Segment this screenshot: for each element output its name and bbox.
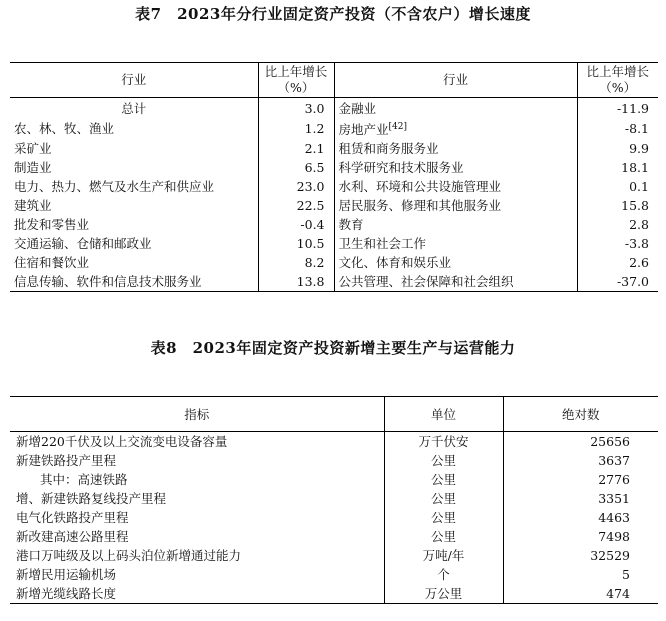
- table-row: [10, 253, 658, 272]
- header-industry-left: 行业: [10, 63, 258, 98]
- table-row: [10, 527, 658, 546]
- growth-value: -8.1: [624, 121, 649, 137]
- growth-value: 8.2: [258, 253, 334, 272]
- industry-cell: 信息传输、软件和信息技术服务业: [10, 272, 258, 292]
- growth-value: 22.5: [258, 196, 334, 215]
- table-row: [10, 584, 658, 604]
- table8-header-row: [10, 397, 658, 432]
- indicator-cell: 新增光缆线路长度: [10, 584, 384, 604]
- header-indicator: 指标: [10, 397, 384, 432]
- growth-value: 6.5: [258, 158, 334, 177]
- table7-title: 表7 2023年分行业固定资产投资（不含农户）增长速度: [135, 5, 531, 23]
- table-row: [10, 196, 658, 215]
- table-row: [10, 215, 658, 234]
- industry-cell: 住宿和餐饮业: [10, 253, 258, 272]
- growth-value: 0.1: [629, 179, 649, 195]
- value-cell: 25656: [590, 434, 630, 449]
- growth-value: -3.8: [624, 236, 649, 252]
- table-row: [10, 508, 658, 527]
- growth-value: 1.2: [258, 118, 334, 139]
- unit-cell: 万千伏安: [384, 432, 503, 452]
- growth-value: -37.0: [616, 274, 649, 290]
- industry-cell: 租赁和商务服务业: [334, 139, 577, 158]
- footnote-ref[interactable]: [42]: [388, 122, 407, 132]
- industry-cell: 公共管理、社会保障和社会组织: [334, 272, 577, 292]
- growth-value: 9.9: [629, 141, 649, 157]
- table7-header-row: [10, 63, 658, 98]
- table-row: [10, 451, 658, 470]
- growth-value: 18.1: [621, 160, 649, 176]
- growth-value: 2.6: [629, 255, 649, 271]
- table-row: [10, 158, 658, 177]
- value-cell: 5: [622, 567, 630, 582]
- industry-cell: 批发和零售业: [10, 215, 258, 234]
- value-cell: 7498: [598, 529, 630, 544]
- unit-cell: 公里: [384, 489, 503, 508]
- industry-cell: 文化、体育和娱乐业: [334, 253, 577, 272]
- industry-label: 房地产业: [338, 122, 389, 138]
- header-growth-right: [577, 63, 658, 98]
- table-row: [10, 546, 658, 565]
- industry-cell: 交通运输、仓储和邮政业: [10, 234, 258, 253]
- header-unit: 单位: [384, 397, 503, 432]
- table-row: [10, 432, 658, 452]
- value-cell: 2776: [598, 472, 630, 487]
- industry-cell: 电力、热力、燃气及水生产和供应业: [10, 177, 258, 196]
- table8-title: 表8 2023年固定资产投资新增主要生产与运营能力: [150, 339, 516, 357]
- value-cell: 474: [606, 586, 630, 601]
- growth-value: 23.0: [258, 177, 334, 196]
- table-row: [10, 470, 658, 489]
- industry-cell: 制造业: [10, 158, 258, 177]
- growth-value: -11.9: [616, 101, 649, 116]
- header-absolute: 绝对数: [503, 397, 658, 432]
- table-row: [10, 565, 658, 584]
- industry-cell: 总计: [10, 98, 258, 119]
- growth-value: 2.1: [258, 139, 334, 158]
- table-row: [10, 177, 658, 196]
- header-growth-line2: （%）: [277, 80, 315, 95]
- indicator-cell: 电气化铁路投产里程: [10, 508, 384, 527]
- indicator-cell: 港口万吨级及以上码头泊位新增通过能力: [10, 546, 384, 565]
- growth-value: -0.4: [258, 215, 334, 234]
- industry-cell: 教育: [334, 215, 577, 234]
- growth-value: 10.5: [258, 234, 334, 253]
- unit-cell: 万吨/年: [384, 546, 503, 565]
- growth-value: 3.0: [258, 98, 334, 119]
- unit-cell: 公里: [384, 470, 503, 489]
- indicator-cell: 其中：高速铁路: [10, 470, 384, 489]
- growth-value: 2.8: [629, 217, 649, 233]
- industry-cell: [334, 118, 577, 139]
- indicator-cell: 增、新建铁路复线投产里程: [10, 489, 384, 508]
- indicator-cell: 新建铁路投产里程: [10, 451, 384, 470]
- industry-cell: 建筑业: [10, 196, 258, 215]
- table-row: [10, 139, 658, 158]
- value-cell: 32529: [590, 548, 630, 563]
- value-cell: 4463: [598, 510, 630, 525]
- table8-new-capacity: [10, 396, 658, 604]
- table-row: [10, 234, 658, 253]
- table-row: [10, 98, 658, 119]
- unit-cell: 个: [384, 565, 503, 584]
- unit-cell: 公里: [384, 451, 503, 470]
- indicator-cell: 新改建高速公路里程: [10, 527, 384, 546]
- unit-cell: 公里: [384, 527, 503, 546]
- unit-cell: 公里: [384, 508, 503, 527]
- industry-cell: 卫生和社会工作: [334, 234, 577, 253]
- header-growth-line1: 比上年增长: [264, 64, 328, 79]
- table-row: [10, 272, 658, 292]
- growth-value: 13.8: [258, 272, 334, 292]
- industry-cell: 水利、环境和公共设施管理业: [334, 177, 577, 196]
- unit-cell: 万公里: [384, 584, 503, 604]
- industry-cell: 金融业: [334, 98, 577, 119]
- header-growth-line1: 比上年增长: [586, 64, 649, 79]
- value-cell: 3637: [598, 453, 630, 468]
- industry-cell: 居民服务、修理和其他服务业: [334, 196, 577, 215]
- growth-value: 15.8: [621, 198, 649, 214]
- header-growth-left: [258, 63, 334, 98]
- industry-cell: 农、林、牧、渔业: [10, 118, 258, 139]
- value-cell: 3351: [598, 491, 630, 506]
- indicator-cell: 新增民用运输机场: [10, 565, 384, 584]
- table7-industry-growth: [10, 62, 658, 292]
- indicator-cell: 新增220千伏及以上交流变电设备容量: [10, 432, 384, 452]
- table-row: [10, 118, 658, 139]
- table-row: [10, 489, 658, 508]
- header-industry-right: 行业: [334, 63, 577, 98]
- header-growth-line2: （%）: [599, 80, 637, 95]
- industry-cell: 科学研究和技术服务业: [334, 158, 577, 177]
- industry-cell: 采矿业: [10, 139, 258, 158]
